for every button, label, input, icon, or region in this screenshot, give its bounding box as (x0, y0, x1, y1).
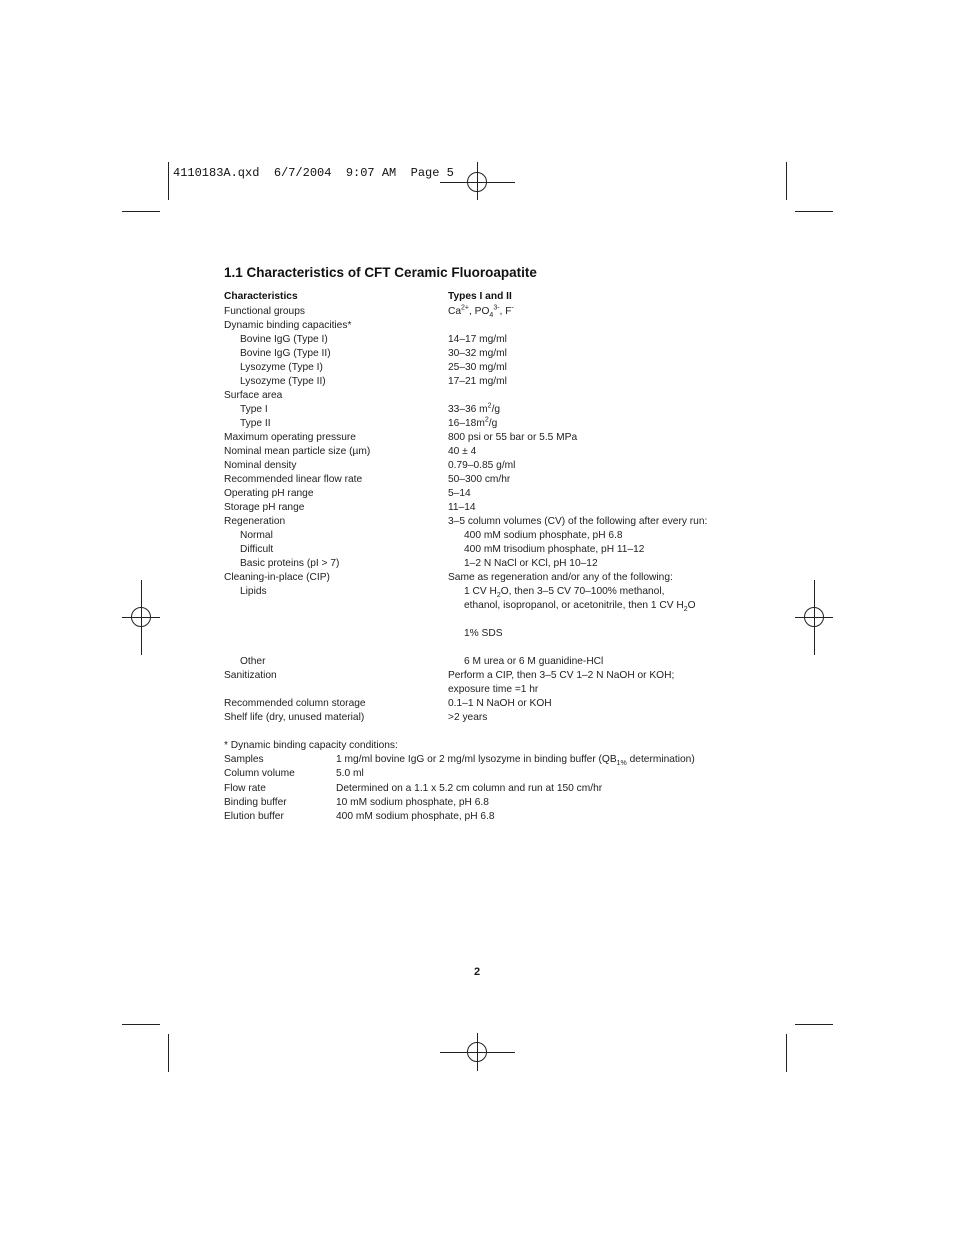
print-slug: 4110183A.qxd 6/7/2004 9:07 AM Page 5 (173, 166, 454, 180)
row-label: Dynamic binding capacities* (224, 320, 352, 331)
row-label: Other (240, 656, 266, 667)
row-value: ethanol, isopropanol, or acetonitrile, then 1 CV $H_2O$ (464, 600, 696, 614)
row-value: 400 mM sodium phosphate, pH 6.8 (464, 530, 623, 541)
crop-mark (122, 211, 160, 212)
row-value: 0.79–0.85 g/ml (448, 460, 516, 471)
row-label: Normal (240, 530, 273, 541)
row-value: >2 years (448, 712, 488, 723)
row-label: Type II (240, 418, 271, 429)
footnote-label: Flow rate (224, 783, 266, 794)
row-label: Nominal density (224, 460, 297, 471)
row-label: Basic proteins (pI > 7) (240, 558, 340, 569)
row-label: Cleaning-in-place (CIP) (224, 572, 330, 583)
row-value: 1–2 N NaCl or KCl, pH 10–12 (464, 558, 598, 569)
footnote-value: 400 mM sodium phosphate, pH 6.8 (336, 811, 495, 822)
row-label: Surface area (224, 390, 283, 401)
row-value: exposure time =1 hr (448, 684, 539, 695)
column-header-types: Types I and II (448, 291, 512, 302)
footnote-heading: * Dynamic binding capacity conditions: (224, 740, 398, 751)
row-value-functional-groups: $Ca^{2+}$, $PO_4^{3-}$, F- (448, 304, 514, 320)
footnote-label: Samples (224, 754, 264, 765)
row-value: 40 ± 4 (448, 446, 477, 457)
registration-mark-circle (131, 607, 151, 627)
row-label: Nominal mean particle size (µm) (224, 446, 371, 457)
footnote-value: Determined on a 1.1 x 5.2 cm column and run at 150 cm/hr (336, 783, 603, 794)
footnote-label: Column volume (224, 768, 295, 779)
registration-mark-circle (804, 607, 824, 627)
row-label: Operating pH range (224, 488, 314, 499)
crop-mark (122, 1024, 160, 1025)
row-value: 17–21 mg/ml (448, 376, 507, 387)
row-value: Perform a CIP, then 3–5 CV 1–2 N NaOH or KOH; (448, 670, 675, 681)
row-label: Lipids (240, 586, 267, 597)
page-number: 2 (473, 966, 481, 978)
row-value: 25–30 mg/ml (448, 362, 507, 373)
row-label: Lysozyme (Type I) (240, 362, 323, 373)
footnote-label: Binding buffer (224, 797, 287, 808)
footnote-value: 1 mg/ml bovine IgG or 2 mg/ml lysozyme in binding buffer ($QB_{1\%}$ determination) (336, 754, 695, 768)
row-value: $16-18m^2/g$ (448, 416, 498, 429)
row-value: 14–17 mg/ml (448, 334, 507, 345)
row-value: 1 CV $H_2O$, then 3–5 CV 70–100% methanol, (464, 586, 665, 600)
crop-mark (795, 211, 833, 212)
footnote-value: 10 mM sodium phosphate, pH 6.8 (336, 797, 489, 808)
crop-mark (786, 162, 787, 200)
section-title: 1.1 Characteristics of CFT Ceramic Fluoroapatite (224, 265, 537, 280)
row-value: 0.1–1 N NaOH or KOH (448, 698, 552, 709)
column-header-characteristics: Characteristics (224, 291, 298, 302)
row-value: 3–5 column volumes (CV) of the following after every run: (448, 516, 708, 527)
row-value: 800 psi or 55 bar or 5.5 MPa (448, 432, 578, 443)
registration-mark-circle (467, 1042, 487, 1062)
crop-mark (795, 1024, 833, 1025)
row-label: Storage pH range (224, 502, 305, 513)
row-label: Lysozyme (Type II) (240, 376, 326, 387)
row-value: 6 M urea or 6 M guanidine-HCl (464, 656, 604, 667)
row-label: Difficult (240, 544, 274, 555)
row-value: 1% SDS (464, 628, 503, 639)
registration-mark-circle (467, 172, 487, 192)
footnote-label: Elution buffer (224, 811, 284, 822)
row-value: 30–32 mg/ml (448, 348, 507, 359)
row-label: Functional groups (224, 306, 305, 317)
row-value: 400 mM trisodium phosphate, pH 11–12 (464, 544, 645, 555)
crop-mark (168, 1034, 169, 1072)
row-value: 50–300 cm/hr (448, 474, 511, 485)
row-value: 33–36 $m^2/g$ (448, 402, 501, 415)
footnote-value: 5.0 ml (336, 768, 364, 779)
row-label: Type I (240, 404, 268, 415)
row-value: 5–14 (448, 488, 471, 499)
row-label: Regeneration (224, 516, 286, 527)
crop-mark (786, 1034, 787, 1072)
row-value: Same as regeneration and/or any of the following: (448, 572, 673, 583)
row-label: Recommended column storage (224, 698, 366, 709)
row-label: Recommended linear flow rate (224, 474, 363, 485)
row-value: 11–14 (448, 502, 476, 513)
row-label: Bovine IgG (Type I) (240, 334, 328, 345)
row-label: Maximum operating pressure (224, 432, 356, 443)
crop-mark (168, 162, 169, 200)
row-label: Bovine IgG (Type II) (240, 348, 331, 359)
row-label: Shelf life (dry, unused material) (224, 712, 365, 723)
row-label: Sanitization (224, 670, 277, 681)
